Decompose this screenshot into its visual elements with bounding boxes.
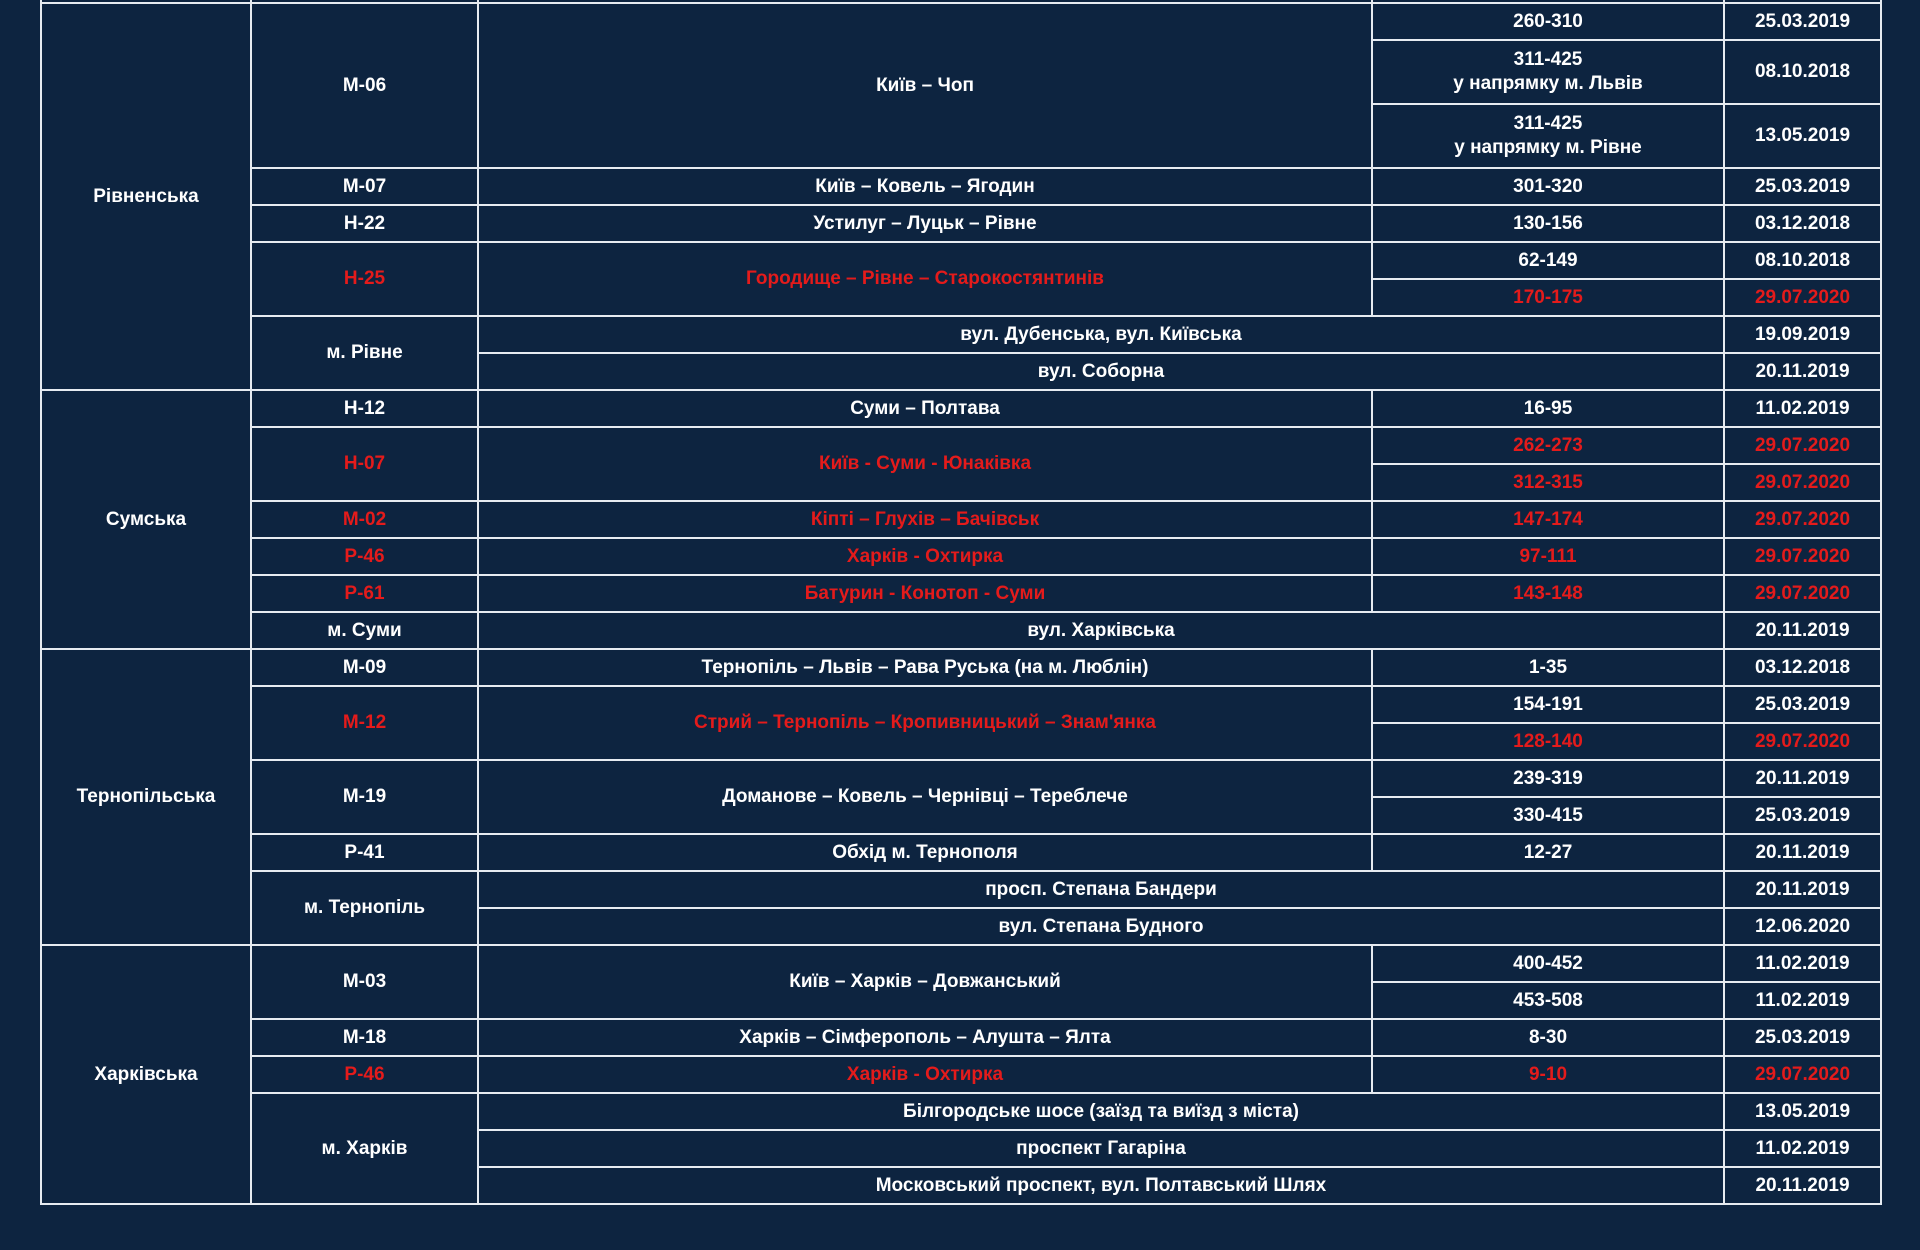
km-range: 311-425 (1513, 113, 1583, 134)
date-cell: 20.11.2019 (1724, 871, 1881, 908)
street-cell: вул. Дубенська, вул. Київська (478, 316, 1724, 353)
date-cell: 25.03.2019 (1724, 1019, 1881, 1056)
km-cell (1372, 40, 1724, 104)
table-frame (40, 0, 1880, 1205)
date-cell: 25.03.2019 (1724, 3, 1881, 40)
date-cell: 29.07.2020 (1724, 501, 1881, 538)
date-cell: 11.02.2019 (1724, 982, 1881, 1019)
table-row (41, 168, 1881, 205)
date-cell: 20.11.2019 (1724, 353, 1881, 390)
date-cell: 25.03.2019 (1724, 168, 1881, 205)
street-cell: Московський проспект, вул. Полтавський Шлях (478, 1167, 1724, 1204)
route-cell: Київ – Чоп (478, 3, 1372, 168)
road-index-cell: М-06 (251, 3, 478, 168)
date-cell: 20.11.2019 (1724, 760, 1881, 797)
km-cell: 301-320 (1372, 168, 1724, 205)
route-cell: Устилуг – Луцьк – Рівне (478, 205, 1372, 242)
road-index-cell: М-12 (251, 686, 478, 760)
km-cell: 170-175 (1372, 279, 1724, 316)
date-cell: 03.12.2018 (1724, 649, 1881, 686)
route-cell: Батурин - Конотоп - Суми (478, 575, 1372, 612)
date-cell: 29.07.2020 (1724, 538, 1881, 575)
table-row (41, 501, 1881, 538)
date-cell: 03.12.2018 (1724, 205, 1881, 242)
region-cell: Сумська (41, 390, 251, 649)
date-cell: 08.10.2018 (1724, 40, 1881, 104)
km-direction-note: у напрямку м. Рівне (1454, 137, 1642, 158)
table-row (41, 760, 1881, 797)
route-cell: Харків - Охтирка (478, 538, 1372, 575)
region-cell: Тернопільська (41, 649, 251, 945)
date-cell: 13.05.2019 (1724, 1093, 1881, 1130)
km-cell: 330-415 (1372, 797, 1724, 834)
km-cell: 453-508 (1372, 982, 1724, 1019)
region-cell: Рівненська (41, 3, 251, 390)
table-row (41, 1056, 1881, 1093)
km-cell: 16-95 (1372, 390, 1724, 427)
table-row (41, 316, 1881, 353)
km-cell: 97-111 (1372, 538, 1724, 575)
road-index-cell: М-19 (251, 760, 478, 834)
date-cell: 13.05.2019 (1724, 104, 1881, 168)
table-row (41, 575, 1881, 612)
route-cell: Тернопіль – Львів – Рава Руська (на м. Люблін) (478, 649, 1372, 686)
road-index-cell: Р-41 (251, 834, 478, 871)
km-cell: 400-452 (1372, 945, 1724, 982)
date-cell: 19.09.2019 (1724, 316, 1881, 353)
road-index-cell: Р-61 (251, 575, 478, 612)
table-row (41, 686, 1881, 723)
km-cell: 154-191 (1372, 686, 1724, 723)
table-row (41, 1093, 1881, 1130)
date-cell: 25.03.2019 (1724, 686, 1881, 723)
road-index-cell: М-07 (251, 168, 478, 205)
km-cell: 1-35 (1372, 649, 1724, 686)
road-index-cell: Р-46 (251, 1056, 478, 1093)
date-cell: 20.11.2019 (1724, 834, 1881, 871)
date-cell: 20.11.2019 (1724, 612, 1881, 649)
road-index-cell: М-03 (251, 945, 478, 1019)
km-cell: 143-148 (1372, 575, 1724, 612)
road-index-cell: Н-25 (251, 242, 478, 316)
table-row (41, 1019, 1881, 1056)
route-cell: Київ – Ковель – Ягодин (478, 168, 1372, 205)
km-cell: 147-174 (1372, 501, 1724, 538)
km-cell: 62-149 (1372, 242, 1724, 279)
street-cell: вул. Соборна (478, 353, 1724, 390)
km-cell: 8-30 (1372, 1019, 1724, 1056)
km-cell: 260-310 (1372, 3, 1724, 40)
route-cell: Київ - Суми - Юнаківка (478, 427, 1372, 501)
date-cell: 29.07.2020 (1724, 1056, 1881, 1093)
table-row (41, 834, 1881, 871)
route-cell: Суми – Полтава (478, 390, 1372, 427)
table-row (41, 205, 1881, 242)
city-cell: м. Суми (251, 612, 478, 649)
date-cell: 29.07.2020 (1724, 723, 1881, 760)
km-cell (1372, 104, 1724, 168)
km-direction-note: у напрямку м. Львів (1453, 73, 1643, 94)
road-index-cell: Н-22 (251, 205, 478, 242)
table-row (41, 3, 1881, 40)
date-cell: 11.02.2019 (1724, 390, 1881, 427)
route-cell: Городище – Рівне – Старокостянтинів (478, 242, 1372, 316)
table-row (41, 945, 1881, 982)
road-index-cell: Н-12 (251, 390, 478, 427)
km-range: 311-425 (1513, 49, 1583, 70)
date-cell: 29.07.2020 (1724, 427, 1881, 464)
table-row (41, 242, 1881, 279)
km-cell: 312-315 (1372, 464, 1724, 501)
table-row (41, 427, 1881, 464)
km-cell: 128-140 (1372, 723, 1724, 760)
date-cell: 29.07.2020 (1724, 279, 1881, 316)
km-cell: 130-156 (1372, 205, 1724, 242)
table-row (41, 649, 1881, 686)
route-cell: Доманове – Ковель – Чернівці – Тереблече (478, 760, 1372, 834)
city-cell: м. Тернопіль (251, 871, 478, 945)
km-cell: 239-319 (1372, 760, 1724, 797)
road-index-cell: М-18 (251, 1019, 478, 1056)
table-body (41, 0, 1881, 1204)
date-cell: 11.02.2019 (1724, 945, 1881, 982)
street-cell: просп. Степана Бандери (478, 871, 1724, 908)
route-cell: Стрий – Тернопіль – Кропивницький – Знам'янка (478, 686, 1372, 760)
roads-table (40, 0, 1882, 1205)
km-cell: 9-10 (1372, 1056, 1724, 1093)
street-cell: вул. Харківська (478, 612, 1724, 649)
date-cell: 20.11.2019 (1724, 1167, 1881, 1204)
table-row (41, 390, 1881, 427)
city-cell: м. Рівне (251, 316, 478, 390)
date-cell: 29.07.2020 (1724, 575, 1881, 612)
region-cell: Харківська (41, 945, 251, 1204)
date-cell: 08.10.2018 (1724, 242, 1881, 279)
date-cell: 12.06.2020 (1724, 908, 1881, 945)
km-cell: 262-273 (1372, 427, 1724, 464)
street-cell: проспект Гагаріна (478, 1130, 1724, 1167)
street-cell: Білгородське шосе (заїзд та виїзд з міста) (478, 1093, 1724, 1130)
city-cell: м. Харків (251, 1093, 478, 1204)
table-row (41, 612, 1881, 649)
date-cell: 29.07.2020 (1724, 464, 1881, 501)
road-index-cell: Н-07 (251, 427, 478, 501)
route-cell: Обхід м. Тернополя (478, 834, 1372, 871)
route-cell: Кіпті – Глухів – Бачівськ (478, 501, 1372, 538)
route-cell: Харків - Охтирка (478, 1056, 1372, 1093)
date-cell: 11.02.2019 (1724, 1130, 1881, 1167)
road-index-cell: М-09 (251, 649, 478, 686)
date-cell: 25.03.2019 (1724, 797, 1881, 834)
street-cell: вул. Степана Будного (478, 908, 1724, 945)
table-row (41, 538, 1881, 575)
route-cell: Київ – Харків – Довжанський (478, 945, 1372, 1019)
road-index-cell: М-02 (251, 501, 478, 538)
table-row (41, 871, 1881, 908)
road-index-cell: Р-46 (251, 538, 478, 575)
km-cell: 12-27 (1372, 834, 1724, 871)
route-cell: Харків – Сімферополь – Алушта – Ялта (478, 1019, 1372, 1056)
